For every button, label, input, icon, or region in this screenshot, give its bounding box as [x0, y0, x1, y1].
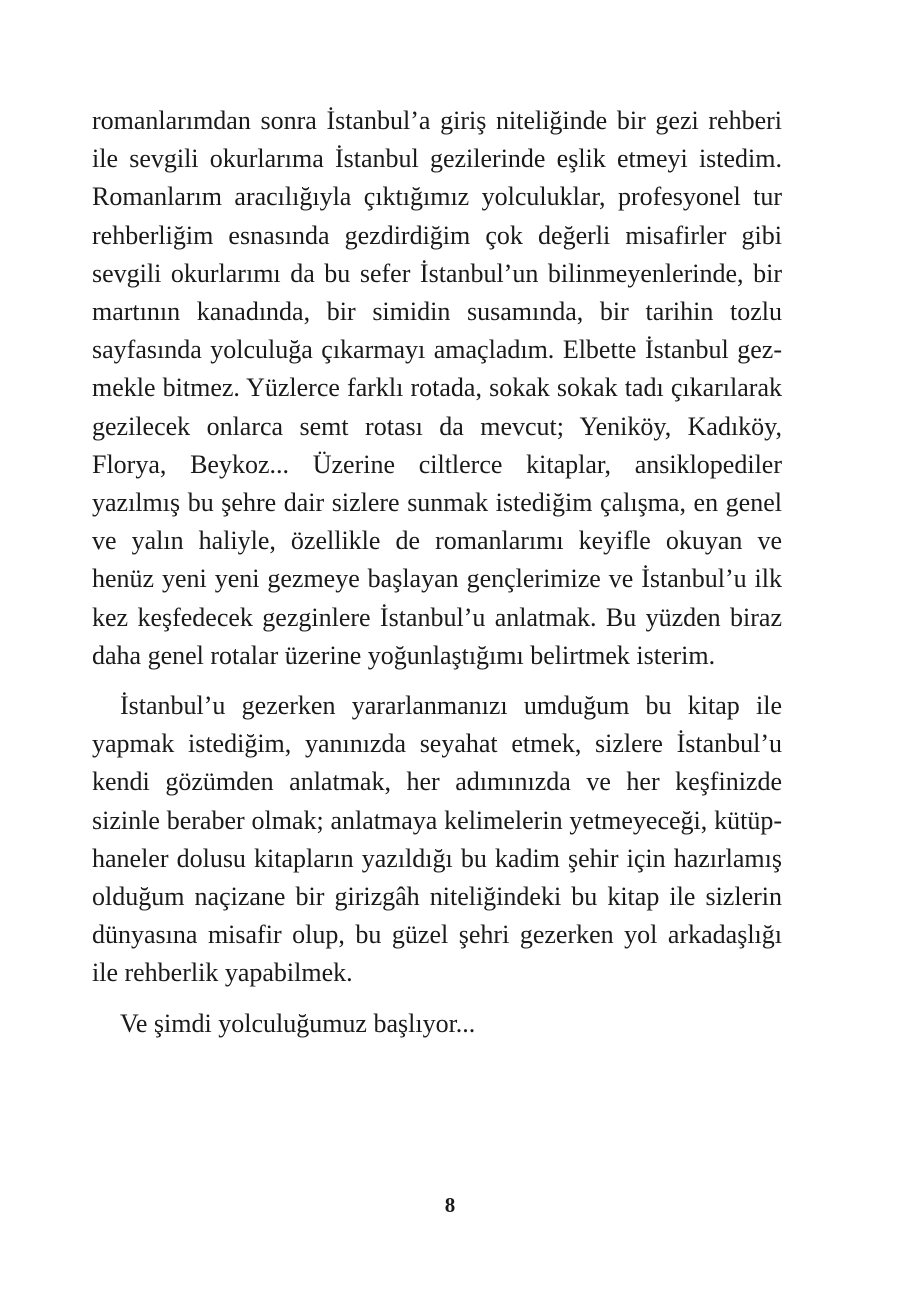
- paragraph-closing: Ve şimdi yolculuğumuz başlıyor...: [120, 1008, 476, 1038]
- page-number: 8: [444, 1193, 456, 1217]
- paragraph-purpose: İstanbul’u gezerken yararlanmanızı umduğum bu kitap ile yapmak istediğim, yanınızda seyahat etmek, sizlere İstanbul’u kendi gözümden anlatmak, her adımınızda ve her keşfinizde sizinle beraber olmak; anlatmaya kelimelerin yetmeyeceği, kütüphaneler dolusu kitapların yazıldığı bu kadim şehir için hazırlamış olduğum naçizane bir girizgâh niteliğindeki bu kitap ile sizlerin dünyasına misafir olup, bu güzel şehri gezerken yol arkadaşlığı ile rehberlik yapabilmek.: [92, 691, 782, 988]
- paragraph-continued: romanlarımdan sonra İstanbul’a giriş niteliğinde bir gezi rehberi ile sevgili okurlarıma İstanbul gezilerinde eşlik etmeyi istedim. Romanlarım aracılığıyla çıktığımız yolculuklar, profesyonel tur rehberliğim esnasında gezdirdiğim çok değerli misafirler gibi sevgili okurlarımı da bu sefer İstanbul’un bilinmeyenlerinde, bir martının kanadında, bir simidin susamında, bir tarihin tozlu sayfasında yolculuğa çıkarmayı amaçladım. Elbette İstanbul gezmekle bitmez. Yüzlerce farklı rotada, sokak sokak tadı çıkarılarak gezilecek onlarca semt rotası da mevcut; Yeniköy, Kadıköy, Florya, Beykoz... Üzerine ciltlerce kitaplar, ansiklopediler yazılmış bu şehre dair sizlere sunmak istediğim çalışma, en genel ve yalın haliyle, özellikle de romanlarımı keyifle okuyan ve henüz yeni yeni gezmeye başlayan gençlerimize ve İstanbul’u ilk kez keşfedecek gezginlere İstanbul’u anlatmak. Bu yüzden biraz daha genel rotalar üzerine yoğunlaştığımı belirtmek isterim.: [92, 106, 782, 670]
- body-text: [92, 102, 782, 1043]
